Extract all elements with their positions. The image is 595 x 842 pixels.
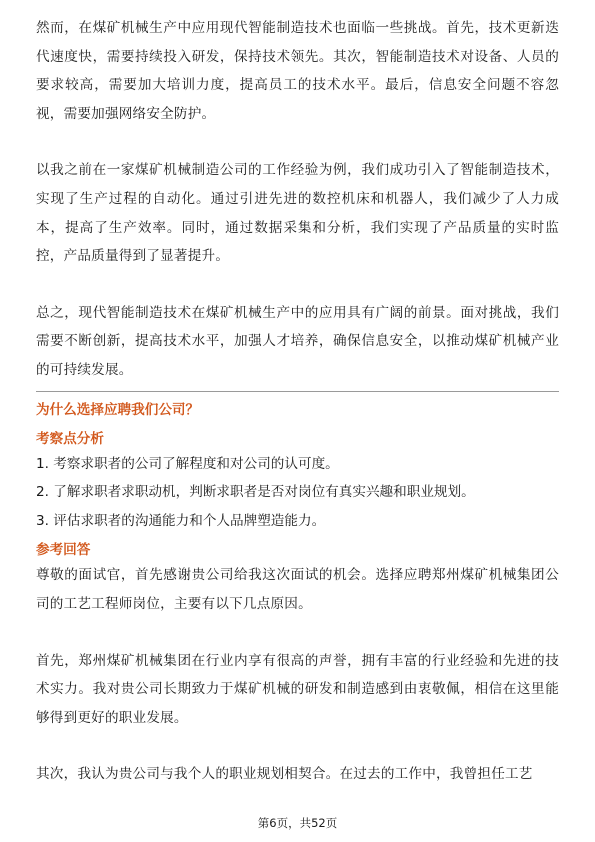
paragraph-challenges: 然而，在煤矿机械生产中应用现代智能制造技术也面临一些挑战。首先，技术更新迭代速度快，需要持续投入研发，保持技术领先。其次，智能制造技术对设备、人员的要求较高，需要加大培训力度，提高员工的技术水平。最后，信息安全问题不容忽视，需要加强网络安全防护。	[36, 20, 559, 122]
answer-paragraph: 尊敬的面试官，首先感谢贵公司给我这次面试的机会。选择应聘郑州煤矿机械集团公司的工艺工程师岗位，主要有以下几点原因。	[36, 567, 559, 612]
paragraph-summary: 总之，现代智能制造技术在煤矿机械生产中的应用具有广阔的前景。面对挑战，我们需要不断创新，提高技术水平，加强人才培养，确保信息安全，以推动煤矿机械产业的可持续发展。	[36, 304, 559, 378]
paragraph-gap	[36, 619, 559, 647]
section-divider	[36, 391, 559, 392]
answer-heading: 参考回答	[36, 542, 91, 559]
analysis-heading: 考察点分析	[36, 430, 104, 447]
answer-paragraph: 其次，我认为贵公司与我个人的职业规划相契合。在过去的工作中，我曾担任工艺	[36, 766, 533, 783]
answer-paragraph: 首先，郑州煤矿机械集团在行业内享有很高的声誉，拥有丰富的行业经验和先进的技术实力。我对贵公司长期致力于煤矿机械的研发和制造感到由衷敬佩，相信在这里能够得到更好的职业发展。	[36, 652, 559, 726]
analysis-item: 2. 了解求职者求职动机，判断求职者是否对岗位有真实兴趣和职业规划。	[36, 484, 475, 501]
paragraph-gap	[36, 732, 559, 760]
paragraph-gap	[36, 128, 559, 156]
page-number: 第6页，共52页	[257, 816, 338, 830]
paragraph-experience: 以我之前在一家煤矿机械制造公司的工作经验为例，我们成功引入了智能制造技术，实现了生产过程的自动化。通过引进先进的数控机床和机器人，我们减少了人力成本，提高了生产效率。同时，通过数据采集和分析，我们实现了产品质量的实时监控，产品质量得到了显著提升。	[36, 162, 559, 265]
analysis-item: 1. 考察求职者的公司了解程度和对公司的认可度。	[36, 455, 339, 472]
analysis-item: 3. 评估求职者的沟通能力和个人品牌塑造能力。	[36, 512, 326, 529]
paragraph-gap	[36, 271, 559, 299]
document-page	[36, 14, 559, 789]
question-title: 为什么选择应聘我们公司？	[36, 401, 200, 418]
